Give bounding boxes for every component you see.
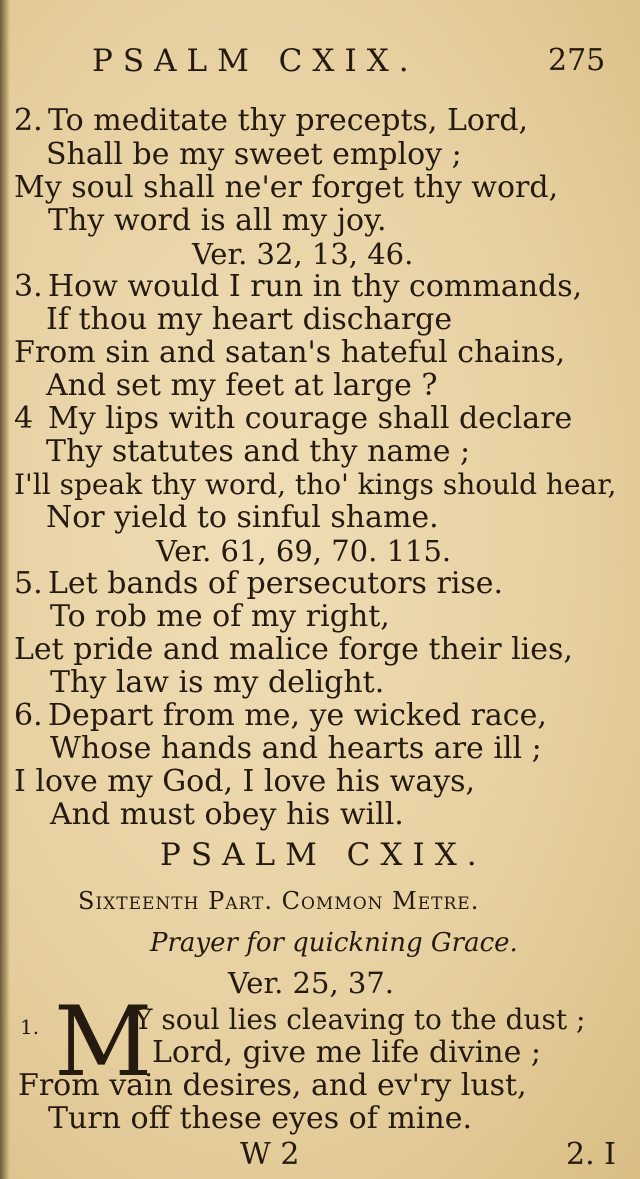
running-header: PSALM CXIX. <box>92 43 419 79</box>
stanza-line: I love my God, I love his ways, <box>14 764 476 799</box>
section-subtitle: Sixteenth Part. Common Metre. <box>78 887 480 915</box>
stanza-line: 3. How would I run in thy commands, <box>14 269 583 304</box>
verse-number: 4 <box>14 401 34 436</box>
stanza-line: 5. Let bands of persecutors rise. <box>14 566 504 601</box>
section-title: PSALM CXIX. <box>160 837 487 873</box>
stanza-line: I'll speak thy word, tho' kings should hear, <box>14 468 617 501</box>
verse-number: 3. <box>14 269 43 304</box>
stanza-line: Whose hands and hearts are ill ; <box>50 731 542 766</box>
stanza-line: Thy word is all my joy. <box>48 203 387 238</box>
signature-mark: W 2 <box>240 1137 300 1172</box>
stanza-line: 2. To meditate thy precepts, Lord, <box>14 103 529 138</box>
stanza-line: If thou my heart discharge <box>46 302 453 337</box>
verse-number: 5. <box>14 566 43 601</box>
stanza-line: From sin and satan's hateful chains, <box>14 335 566 370</box>
verse-reference: Ver. 32, 13, 46. <box>192 237 414 271</box>
stanza-line: My soul shall ne'er forget thy word, <box>14 170 559 205</box>
stanza-line: Y soul lies cleaving to the dust ; <box>134 1003 586 1036</box>
stanza-line: Turn off these eyes of mine. <box>48 1101 472 1136</box>
stanza-line: To rob me of my right, <box>50 599 390 634</box>
stanza-line: Let pride and malice forge their lies, <box>14 632 573 667</box>
drop-cap: M <box>54 986 153 1098</box>
stanza-line: And set my feet at large ? <box>46 368 438 403</box>
verse-reference: Ver. 61, 69, 70. 115. <box>156 534 452 568</box>
stanza-line: Shall be my sweet employ ; <box>46 137 462 172</box>
stanza-line: From vain desires, and ev'ry lust, <box>18 1068 527 1103</box>
stanza-line: Thy law is my delight. <box>50 665 385 700</box>
catchword: 2. I <box>566 1137 617 1172</box>
verse-number: 2. <box>14 103 43 138</box>
section-heading: Prayer for quickning Grace. <box>150 928 518 958</box>
verse-number: 1. <box>20 1015 40 1039</box>
stanza-line: 4 My lips with courage shall declare <box>14 401 573 436</box>
verse-number: 6. <box>14 698 43 733</box>
verse-reference: Ver. 25, 37. <box>228 966 395 1000</box>
stanza-line: Nor yield to sinful shame. <box>46 500 439 535</box>
stanza-line: And must obey his will. <box>50 797 404 832</box>
stanza-line: Thy statutes and thy name ; <box>46 434 471 469</box>
stanza-line: Lord, give me life divine ; <box>152 1035 542 1070</box>
stanza-line: 6. Depart from me, ye wicked race, <box>14 698 547 733</box>
page-number: 275 <box>548 43 606 78</box>
